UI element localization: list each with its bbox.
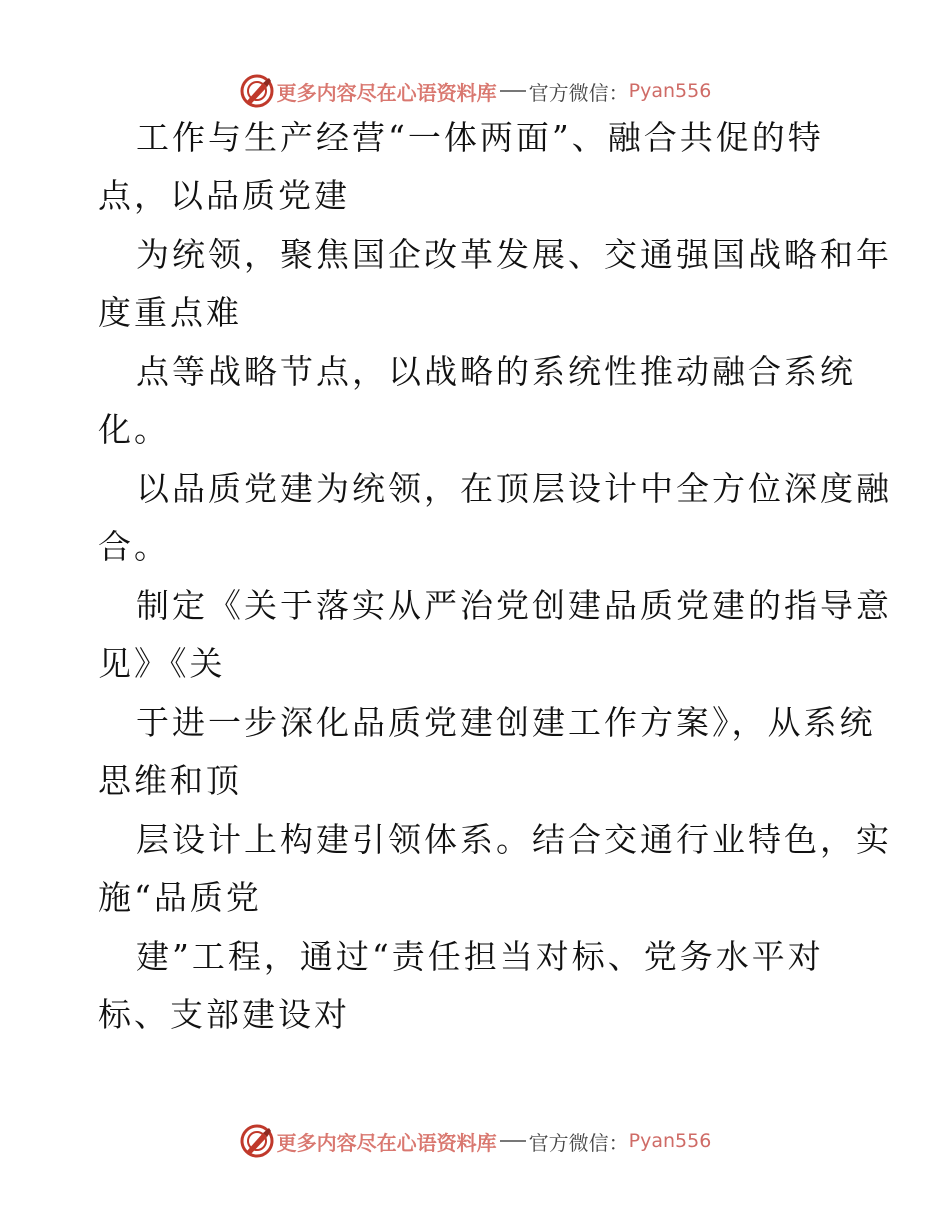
body-line: 点等战略节点，以战略的系统性推动融合系统 bbox=[136, 352, 856, 391]
banner-dash bbox=[500, 90, 526, 92]
body-line: 建”工程，通过“责任担当对标、党务水平对 bbox=[136, 937, 824, 976]
body-line: 以品质党建为统领，在顶层设计中全方位深度融 bbox=[136, 469, 892, 508]
wechat-id: Pyan556 bbox=[628, 80, 712, 102]
body-line: 工作与生产经营“一体两面”、融合共促的特 bbox=[136, 118, 824, 157]
body-line: 点，以品质党建 bbox=[98, 176, 350, 215]
banner-dash bbox=[500, 1140, 526, 1142]
body-line: 见》《关 bbox=[98, 644, 226, 683]
body-line: 为统领，聚焦国企改革发展、交通强国战略和年 bbox=[136, 235, 892, 274]
body-line: 于进一步深化品质党建创建工作方案》，从系统 bbox=[136, 703, 876, 742]
body-line: 施“品质党 bbox=[98, 878, 262, 917]
body-line: 层设计上构建引领体系。结合交通行业特色，实 bbox=[136, 820, 892, 859]
body-line: 度重点难 bbox=[98, 293, 242, 332]
body-line: 化。 bbox=[98, 410, 170, 449]
red-seal-pen-icon bbox=[239, 1123, 275, 1159]
wechat-id: Pyan556 bbox=[628, 1130, 712, 1152]
site-name-text: 更多内容尽在心语资料库 bbox=[276, 80, 497, 105]
wechat-label: 官方微信： bbox=[528, 1130, 629, 1155]
header-banner bbox=[0, 71, 950, 111]
body-line: 合。 bbox=[98, 527, 170, 566]
body-line: 标、支部建设对 bbox=[98, 995, 350, 1034]
body-line: 思维和顶 bbox=[98, 761, 242, 800]
body-line: 制定《关于落实从严治党创建品质党建的指导意 bbox=[136, 586, 892, 625]
footer-banner bbox=[0, 1121, 950, 1161]
red-seal-pen-icon bbox=[239, 73, 275, 109]
site-name-text: 更多内容尽在心语资料库 bbox=[276, 1130, 497, 1155]
wechat-label: 官方微信： bbox=[528, 80, 629, 105]
